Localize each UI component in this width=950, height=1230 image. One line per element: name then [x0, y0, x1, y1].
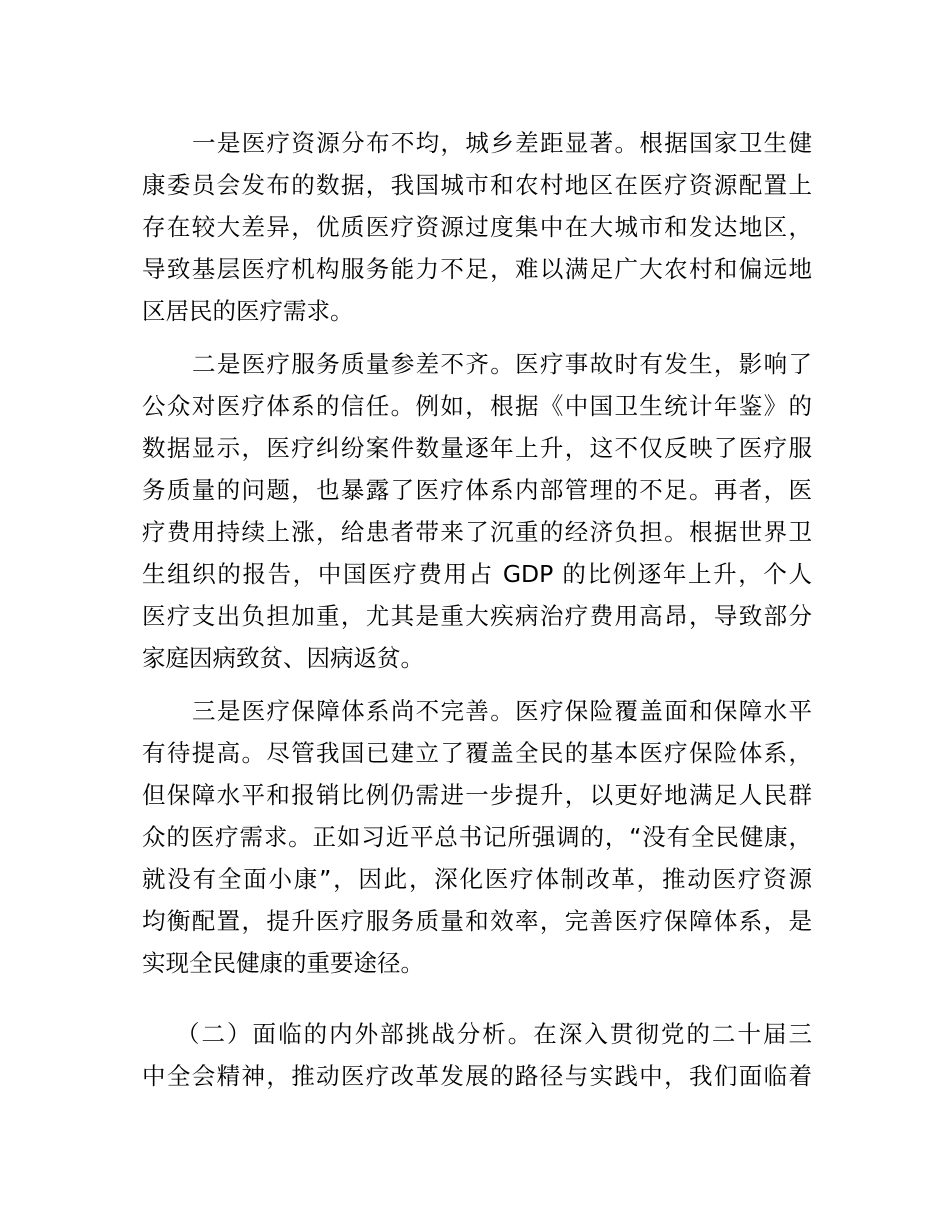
text-line: 区居民的医疗需求。 — [142, 297, 354, 325]
text-line: 家庭因病致贫、因病返贫。 — [142, 644, 424, 672]
text-line: 就没有全面小康”，因此，深化医疗体制改革，推动医疗资源 — [142, 865, 812, 893]
text-line: （二）面临的内外部挑战分析。在深入贯彻党的二十届三 — [176, 1020, 812, 1048]
paragraph-service-quality — [142, 343, 812, 679]
text-line: 导致基层医疗机构服务能力不足，难以满足广大农村和偏远地 — [142, 255, 812, 283]
text-line: 有待提高。尽管我国已建立了覆盖全民的基本医疗保险体系， — [142, 739, 812, 767]
paragraph-insurance-system — [142, 690, 812, 984]
text-line: 但保障水平和报销比例仍需进一步提升，以更好地满足人民群 — [142, 781, 812, 809]
text-line: 众的医疗需求。正如习近平总书记所强调的，“没有全民健康， — [142, 823, 812, 851]
text-line: 务质量的问题，也暴露了医疗体系内部管理的不足。再者，医 — [142, 476, 812, 504]
text-line: 康委员会发布的数据，我国城市和农村地区在医疗资源配置上 — [142, 171, 812, 199]
text-line: 一是医疗资源分布不均，城乡差距显著。根据国家卫生健 — [192, 129, 812, 157]
text-line: 生组织的报告，中国医疗费用占 GDP 的比例逐年上升，个人 — [142, 560, 812, 588]
text-line: 存在较大差异，优质医疗资源过度集中在大城市和发达地区， — [142, 213, 812, 241]
text-line: 公众对医疗体系的信任。例如，根据《中国卫生统计年鉴》的 — [142, 392, 812, 420]
text-line: 数据显示，医疗纠纷案件数量逐年上升，这不仅反映了医疗服 — [142, 434, 812, 462]
text-line: 中全会精神，推动医疗改革发展的路径与实践中，我们面临着 — [142, 1062, 812, 1090]
text-line: 二是医疗服务质量参差不齐。医疗事故时有发生，影响了 — [192, 350, 812, 378]
paragraph-challenges-heading — [142, 1013, 812, 1097]
text-line: 实现全民健康的重要途径。 — [142, 949, 424, 977]
text-line: 均衡配置，提升医疗服务质量和效率，完善医疗保障体系，是 — [142, 907, 812, 935]
text-line: 疗费用持续上涨，给患者带来了沉重的经济负担。根据世界卫 — [142, 518, 812, 546]
paragraph-medical-resources — [142, 122, 812, 332]
text-line: 三是医疗保障体系尚不完善。医疗保险覆盖面和保障水平 — [192, 697, 812, 725]
text-line: 医疗支出负担加重，尤其是重大疾病治疗费用高昂，导致部分 — [142, 602, 812, 630]
